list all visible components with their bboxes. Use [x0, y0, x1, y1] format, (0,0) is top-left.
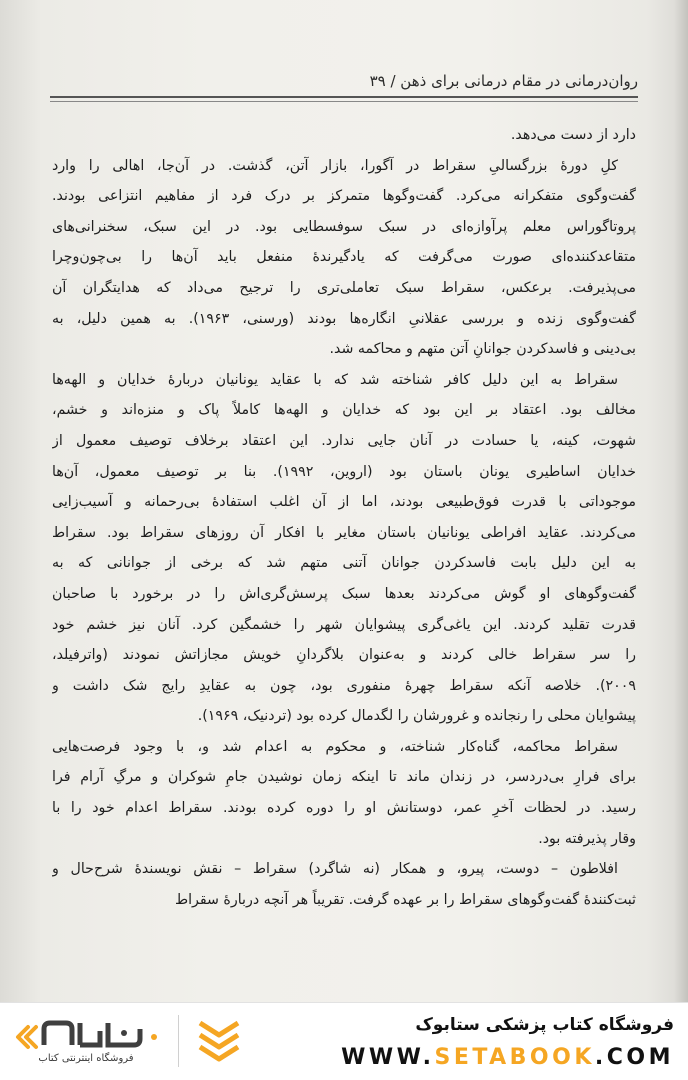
text-line: می‌کردند. عقاید افراطی یونانیان باستان مغایر با افکار آن روزهای سقراط بود. سقراط: [52, 524, 636, 541]
running-header: [50, 64, 638, 98]
url-prefix: WWW.: [341, 1045, 435, 1070]
text-line: رسید. در لحظات آخرِ عمر، دوستانش او را دوره کرده بودند. سقراط اعدام خود را با: [52, 800, 636, 817]
text-line: گفت‌وگوهای او گوش می‌کردند بعدها سبک پرسش‌گری‌اش را در برخورد با صاحبان: [52, 585, 636, 602]
text-line: پیشوایان محلی را رنجانده و غرورشان را لگدمال کرده بود (تردنیک، ۱۹۶۹).: [197, 708, 636, 725]
text-line: سقراط به این دلیل کافر شناخته شد که با عقاید یونانیان دربارهٔ خدایان و الهه‌ها: [52, 371, 618, 388]
setabook-logo-icon: [14, 1017, 164, 1053]
text-line: گفت‌وگوی زنده و بررسی عقلانیِ انگاره‌ها بودند (ورسنی، ۱۹۶۳). به همین دلیل، به: [52, 310, 636, 327]
header-rule-thin: [50, 101, 638, 102]
text-line: دارد از دست می‌دهد.: [510, 127, 636, 143]
text-line: شهوت، کینه، یا حسادت در آنان جایی ندارد. این اعتقاد برخلاف توصیف معمول از: [52, 432, 636, 449]
stacked-chevron-icon: [196, 1017, 242, 1065]
text-line: را سر سقراط خالی کردند و به‌عنوان بلاگردانِ خویش مجازاتش نمودند (واترفیلد،: [52, 647, 636, 664]
logo-subtitle: فروشگاه اینترنتی کتاب: [38, 1053, 134, 1064]
text-line: ۲۰۰۹). خلاصه آنکه سقراط چهرهٔ منفوری بود، چون به عقایدِ رایج شک داشت و: [52, 677, 636, 694]
text-line: گفت‌وگوی متفکرانه می‌کرد. گفت‌وگوها متمرکز بر درک فرد از مفاهیم انتزاعی بودند.: [52, 188, 636, 205]
store-title: فروشگاه کتاب پزشکی ستابوک: [415, 1015, 674, 1035]
text-line: بی‌دینی و فاسدکردن جوانانِ آتن متهم و محاکمه شد.: [329, 341, 636, 358]
store-footer: [0, 1002, 688, 1080]
text-line: موجوداتی با قدرت فوق‌طبیعی بودند، اما از آن اغلب استفادهٔ بی‌رحمانه و آسیب‌زایی: [52, 494, 636, 511]
text-line: وقار پذیرفته بود.: [538, 830, 636, 847]
text-line: ثبت‌کنندهٔ گفت‌وگوهای سقراط را بر عهده گرفت. تقریباً هر آنچه دربارهٔ سقراط: [174, 891, 636, 908]
text-line: می‌پذیرفت. برعکس، سقراط سبک تعاملی‌تری را ترجیح می‌داد که هدایتگران آن: [52, 279, 636, 296]
text-line: افلاطون – دوست، پیرو، و همکار (نه شاگرد) سقراط – نقش نویسندهٔ شرح‌حال و: [52, 861, 618, 878]
text-line: قدرت تقلید کردند. این یاغی‌گری پیشوایان شهر را خشمگین کرد. آنان نیز خشم خود: [52, 616, 636, 633]
url-brand: SETABOOK: [434, 1045, 595, 1070]
footer-divider: [178, 1015, 179, 1067]
header-rule: [50, 96, 638, 98]
body-text: [52, 120, 636, 915]
setabook-logo[interactable]: [14, 1015, 164, 1071]
text-line: سقراط محاکمه، گناه‌کار شناخته، و محکوم به اعدام شد و، با وجود فرصت‌هایی: [52, 738, 618, 755]
text-line: خدایان اساطیری یونان باستان بود (اروین، ۱۹۹۲). بنا بر توصیف معمول، آن‌ها: [52, 463, 636, 480]
text-line: مخالف بود. اعتقاد بر این بود که خدایان و الهه‌ها کاملاً پاک و منزه‌اند و خشم،: [52, 402, 636, 419]
url-suffix: .COM: [594, 1045, 674, 1070]
text-line: متقاعدکننده‌ای صورت می‌گرفت که یادگیرندهٔ منفعل باید آن‌ها را بی‌چون‌وچرا: [52, 249, 636, 266]
running-title: روان‌درمانی در مقام درمانی برای ذهن / ۳۹: [369, 72, 638, 90]
text-line: به این دلیل بابت فاسدکردن جوانان آتنی متهم شد که برخی از جوانانی که به: [52, 555, 636, 572]
text-line: پروتاگوراس معلم پرآوازه‌ای در سبک سوفسطایی بود. در این سبک، سخنرانی‌های: [52, 218, 636, 235]
store-url-link[interactable]: [341, 1045, 674, 1070]
text-line: کلِ دورهٔ بزرگسالیِ سقراط در آگورا، بازار آتن، گذشت. در آن‌جا، اهالی را وارد: [52, 157, 618, 174]
text-line: برای فرارِ بی‌دردسر، در زندان ماند تا اینکه زمان نوشیدن جامِ شوکران و مرگِ آرام فرا: [52, 769, 636, 786]
